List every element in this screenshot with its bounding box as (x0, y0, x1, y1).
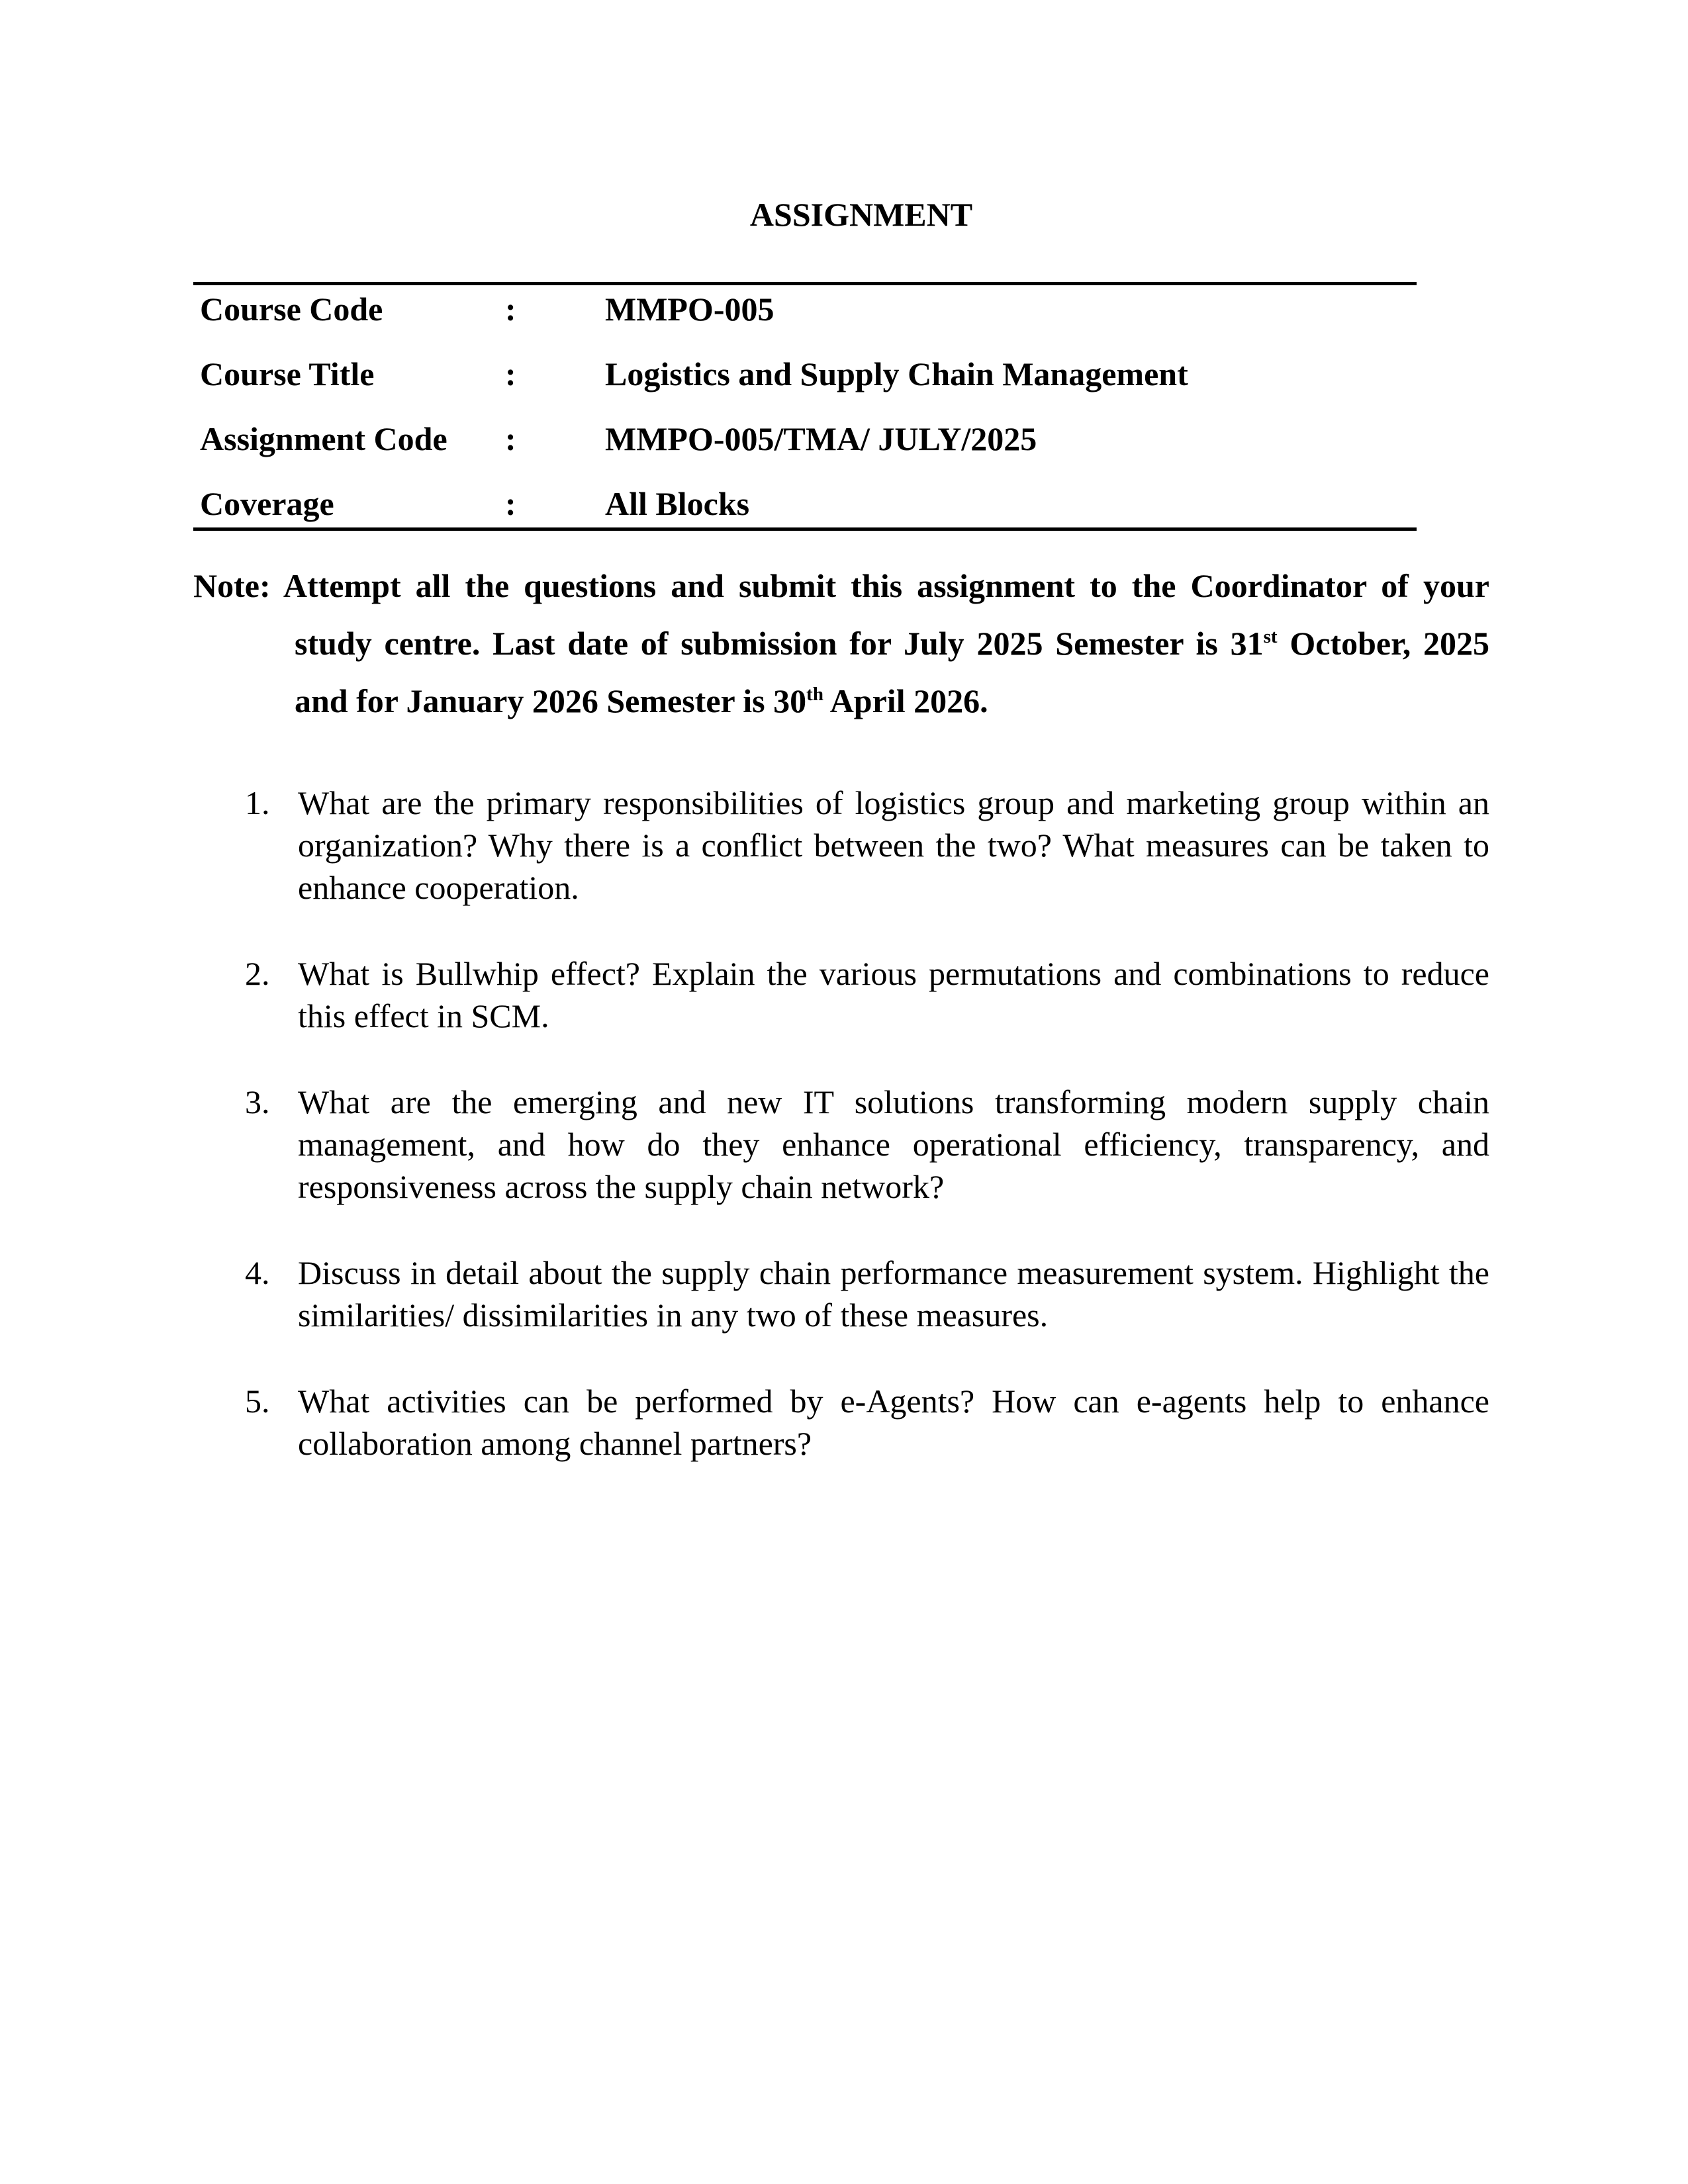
question-item (193, 952, 1489, 1037)
question-number: 3. (245, 1083, 270, 1120)
table-row (193, 419, 1417, 459)
row-separator: : (505, 355, 516, 392)
table-row (193, 484, 1417, 523)
question-text: What activities can be performed by e-Agents? How can e-agents help to enhance collaboration among channel partners? (298, 1383, 1489, 1462)
table-row (193, 354, 1417, 394)
question-number: 5. (245, 1383, 270, 1420)
row-label: Course Title (200, 355, 375, 392)
row-separator: : (505, 420, 516, 457)
row-separator: : (505, 291, 516, 328)
table-row (193, 289, 1417, 329)
question-item (193, 782, 1489, 909)
note-line: study centre. Last date of submission for July 2025 Semester is 31st October, 2025 (295, 625, 1489, 662)
question-number: 4. (245, 1254, 270, 1291)
row-separator: : (505, 485, 516, 522)
ordinal-superscript: th (806, 684, 823, 705)
row-value: All Blocks (605, 485, 750, 522)
question-item (193, 1081, 1489, 1208)
row-label: Assignment Code (200, 420, 447, 457)
question-item (193, 1251, 1489, 1336)
question-list (193, 782, 1489, 1465)
note-line: and for January 2026 Semester is 30th April 2026. (295, 682, 988, 719)
question-number: 2. (245, 955, 270, 992)
question-number: 1. (245, 784, 270, 821)
question-item (193, 1380, 1489, 1465)
course-info-table (193, 282, 1417, 531)
question-text: What is Bullwhip effect? Explain the various permutations and combinations to reduce this effect in SCM. (298, 955, 1489, 1034)
row-label: Course Code (200, 291, 383, 328)
note-line: Note: Attempt all the questions and submit this assignment to the Coordinator of your (193, 567, 1489, 604)
question-text: What are the primary responsibilities of logistics group and marketing group within an organization? Why there is a conflict between the two? What measures can be taken to enhance cooperation. (298, 784, 1489, 906)
row-value: Logistics and Supply Chain Management (605, 355, 1188, 392)
row-value: MMPO-005 (605, 291, 774, 328)
question-text: What are the emerging and new IT solutions transforming modern supply chain management, and how do they enhance operational efficiency, transparency, and responsiveness across the supply chain network? (298, 1083, 1489, 1205)
note-paragraph (193, 557, 1489, 730)
question-text: Discuss in detail about the supply chain performance measurement system. Highlight the similarities/ dissimilarities in any two of these measures. (298, 1254, 1489, 1334)
ordinal-superscript: st (1263, 626, 1278, 648)
row-value: MMPO-005/TMA/ JULY/2025 (605, 420, 1037, 457)
row-label: Coverage (200, 485, 334, 522)
page-title: ASSIGNMENT (749, 196, 973, 233)
